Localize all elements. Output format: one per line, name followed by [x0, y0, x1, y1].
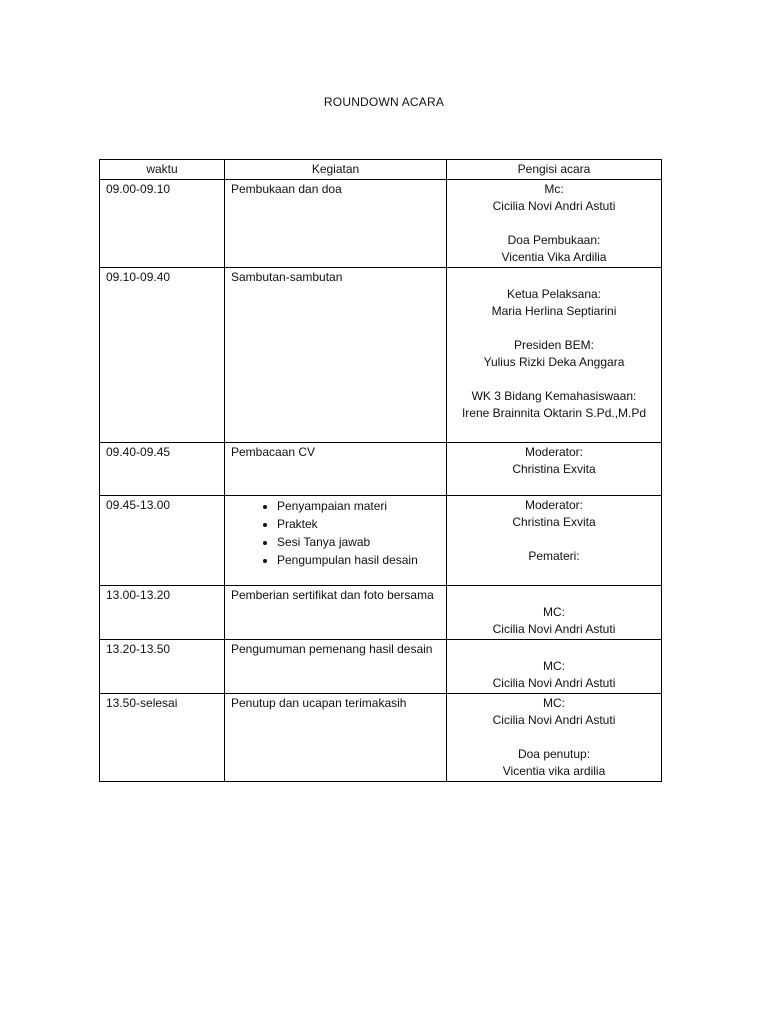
- cell-waktu: 13.00-13.20: [100, 586, 225, 640]
- table-row: [100, 268, 662, 443]
- cell-waktu: 13.50-selesai: [100, 694, 225, 782]
- spacer: [453, 641, 655, 658]
- cell-kegiatan: Penutup dan ucapan terimakasih: [225, 694, 447, 782]
- pengisi-line: Yulius Rizki Deka Anggara: [483, 355, 625, 369]
- cell-pengisi: [447, 586, 662, 640]
- spacer: [453, 371, 655, 388]
- cell-waktu: 09.40-09.45: [100, 443, 225, 496]
- pengisi-line: Mc:: [544, 182, 564, 196]
- cell-pengisi: [447, 694, 662, 782]
- pengisi-line: Ketua Pelaksana:: [506, 287, 602, 301]
- spacer: [453, 320, 655, 337]
- cell-kegiatan: Pemberian sertifikat dan foto bersama: [225, 586, 447, 640]
- cell-pengisi: [447, 268, 662, 443]
- pengisi-line: Christina Exvita: [512, 462, 596, 476]
- list-item: • Praktek: [277, 515, 440, 533]
- pengisi-line: Moderator:: [524, 498, 584, 512]
- table-row: [100, 496, 662, 586]
- cell-waktu: 09.10-09.40: [100, 268, 225, 443]
- cell-kegiatan: Pembacaan CV: [225, 443, 447, 496]
- pengisi-line: Vicentia Vika Ardilia: [501, 250, 607, 264]
- cell-kegiatan: [225, 496, 447, 586]
- pengisi-line: Irene Brainnita Oktarin S.Pd.,M.Pd: [461, 406, 647, 420]
- pengisi-line: Moderator:: [524, 445, 584, 459]
- pengisi-line: MC:: [543, 696, 565, 710]
- table-row: [100, 586, 662, 640]
- spacer: [453, 587, 655, 604]
- cell-waktu: 13.20-13.50: [100, 640, 225, 694]
- pengisi-line: WK 3 Bidang Kemahasiswaan:: [471, 389, 637, 403]
- pengisi-line: Doa penutup:: [517, 747, 591, 761]
- pengisi-line: MC:: [543, 659, 565, 673]
- pengisi-line: Cicilia Novi Andri Astuti: [492, 199, 616, 213]
- pengisi-line: Vicentia vika ardilia: [502, 764, 606, 778]
- pengisi-line: Cicilia Novi Andri Astuti: [492, 622, 616, 636]
- spacer: [453, 269, 655, 286]
- pengisi-line: Cicilia Novi Andri Astuti: [492, 676, 616, 690]
- table-header-row: [100, 160, 662, 180]
- header-pengisi-acara: Pengisi acara: [447, 160, 662, 180]
- cell-waktu: 09.00-09.10: [100, 180, 225, 268]
- cell-pengisi: [447, 443, 662, 496]
- cell-waktu: 09.45-13.00: [100, 496, 225, 586]
- pengisi-line: Cicilia Novi Andri Astuti: [492, 713, 616, 727]
- spacer: [453, 531, 655, 548]
- cell-pengisi: [447, 180, 662, 268]
- spacer: [453, 215, 655, 232]
- cell-pengisi: [447, 640, 662, 694]
- list-item: • Penyampaian materi: [277, 497, 440, 515]
- spacer: [453, 729, 655, 746]
- list-item: • Pengumpulan hasil desain: [277, 551, 440, 569]
- header-waktu: waktu: [100, 160, 225, 180]
- cell-kegiatan: Pengumuman pemenang hasil desain: [225, 640, 447, 694]
- cell-kegiatan: Sambutan-sambutan: [225, 268, 447, 443]
- table-row: [100, 443, 662, 496]
- header-kegiatan: Kegiatan: [225, 160, 447, 180]
- cell-pengisi: [447, 496, 662, 586]
- pengisi-line: MC:: [543, 605, 565, 619]
- pengisi-line: Christina Exvita: [512, 515, 596, 529]
- table-row: [100, 694, 662, 782]
- pengisi-line: Maria Herlina Septiarini: [491, 304, 617, 318]
- pengisi-line: Pemateri:: [528, 549, 580, 563]
- roundown-table: [99, 159, 662, 782]
- pengisi-line: Doa Pembukaan:: [507, 233, 601, 247]
- cell-kegiatan: Pembukaan dan doa: [225, 180, 447, 268]
- table-row: [100, 180, 662, 268]
- kegiatan-bullet-list: [231, 497, 440, 569]
- list-item: • Sesi Tanya jawab: [277, 533, 440, 551]
- pengisi-line: Presiden BEM:: [513, 338, 595, 352]
- document-title: ROUNDOWN ACARA: [323, 95, 445, 109]
- table-row: [100, 640, 662, 694]
